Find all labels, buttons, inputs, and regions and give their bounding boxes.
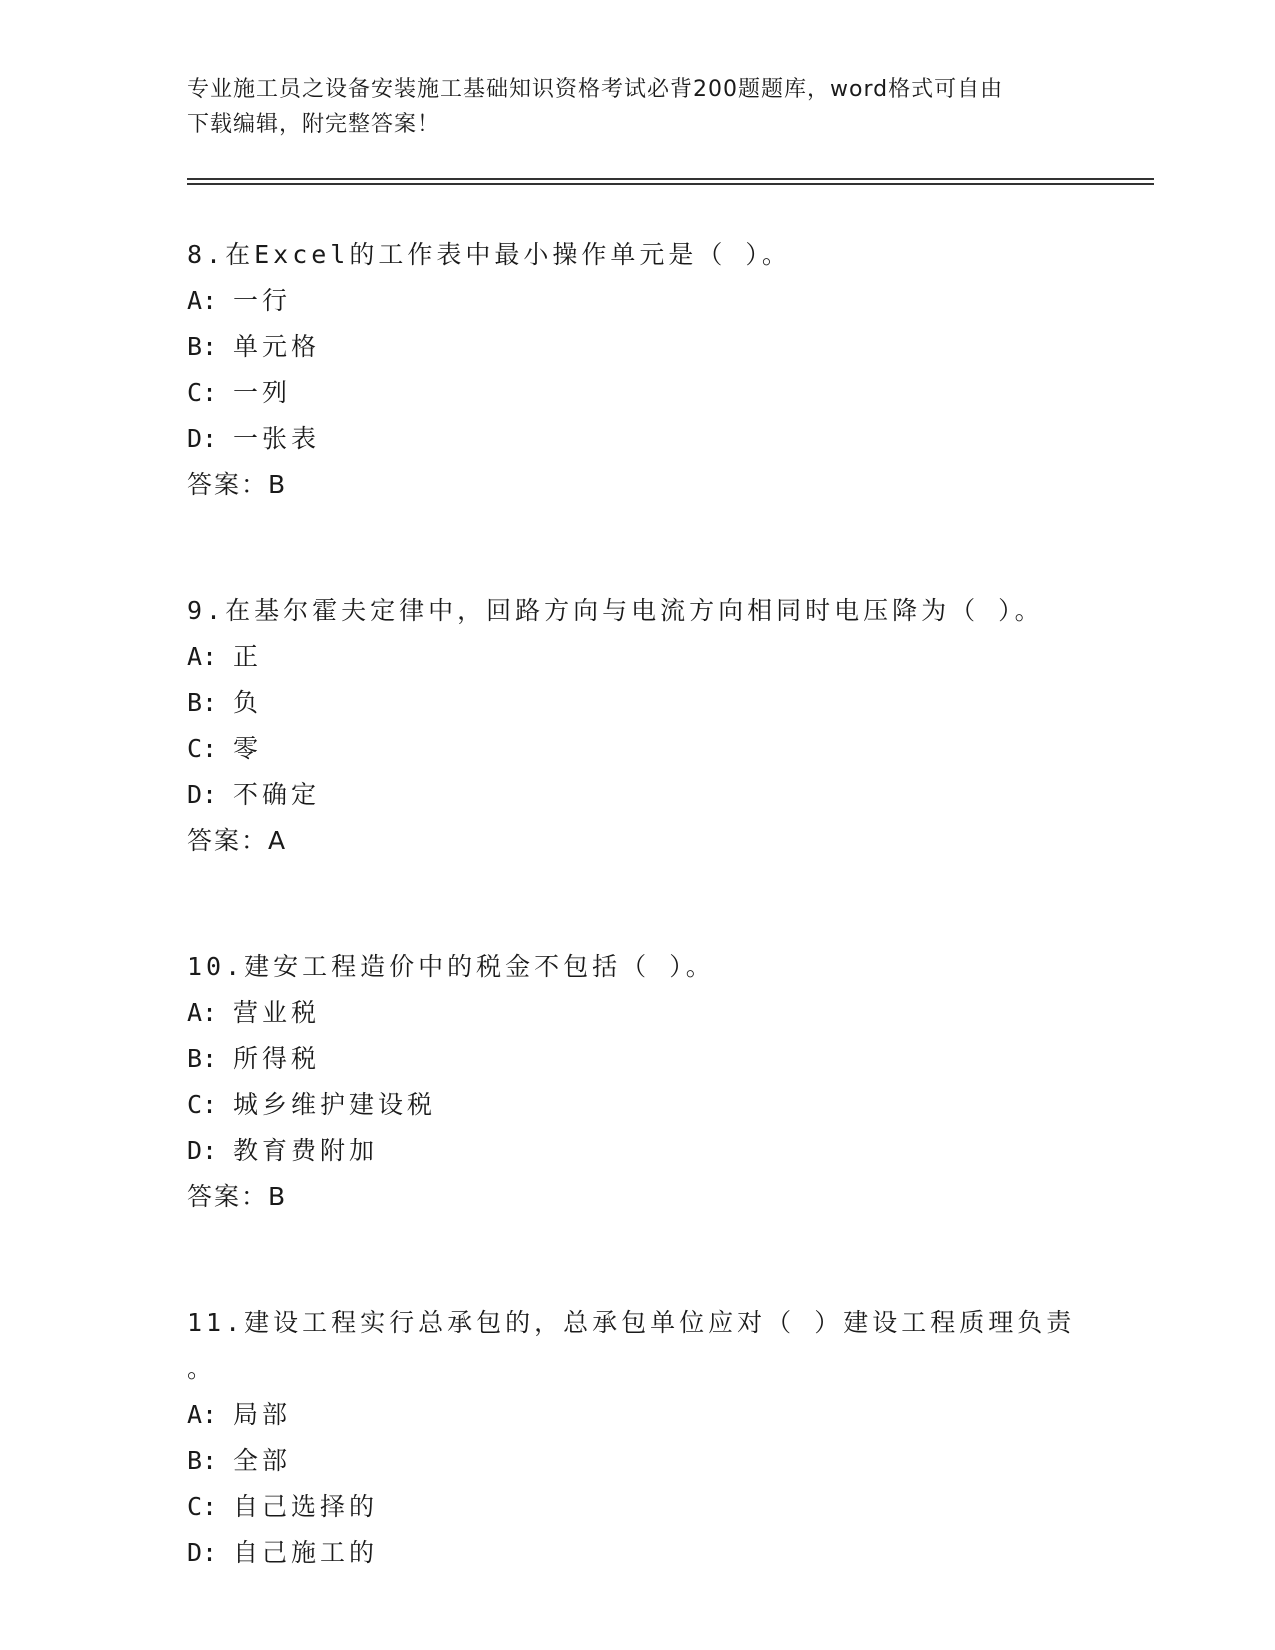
option-b <box>187 324 1147 370</box>
option-text: 一张表 <box>233 424 321 453</box>
option-key: A: <box>187 1400 218 1429</box>
option-key: C: <box>187 378 218 407</box>
option-c <box>187 1082 1147 1128</box>
question-text: 9.在基尔霍夫定律中，回路方向与电流方向相同时电压降为（ ）。 <box>187 596 1044 625</box>
option-key: B: <box>187 688 218 717</box>
option-key: C: <box>187 734 218 763</box>
option-b <box>187 1438 1147 1484</box>
option-d <box>187 1128 1147 1174</box>
question-text-continued: 。 <box>187 1354 217 1383</box>
question-spacer <box>187 864 1147 944</box>
question-text: 11.建设工程实行总承包的，总承包单位应对（ ）建设工程质理负责 <box>187 1308 1076 1337</box>
option-text: 负 <box>233 688 263 717</box>
question-11 <box>187 1300 1147 1576</box>
option-key: A: <box>187 998 218 1027</box>
option-text: 城乡维护建设税 <box>233 1090 437 1119</box>
option-key: B: <box>187 332 218 361</box>
header-rule-bottom <box>187 183 1154 185</box>
option-c <box>187 370 1147 416</box>
header-rule-top <box>187 178 1154 180</box>
option-key: A: <box>187 286 218 315</box>
answer-line: 答案：B <box>187 470 288 499</box>
option-text: 营业税 <box>233 998 321 1027</box>
header-line-2: 下载编辑，附完整答案！ <box>187 112 441 137</box>
option-text: 局部 <box>233 1400 292 1429</box>
option-text: 全部 <box>233 1446 292 1475</box>
option-c <box>187 1484 1147 1530</box>
option-key: C: <box>187 1492 218 1521</box>
option-d <box>187 416 1147 462</box>
question-10 <box>187 944 1147 1220</box>
option-a <box>187 634 1147 680</box>
option-text: 所得税 <box>233 1044 321 1073</box>
answer-line: 答案：A <box>187 826 288 855</box>
question-text: 10.建安工程造价中的税金不包括（ ）。 <box>187 952 715 981</box>
option-key: C: <box>187 1090 218 1119</box>
option-text: 一列 <box>233 378 292 407</box>
option-text: 自己选择的 <box>233 1492 379 1521</box>
option-key: B: <box>187 1446 218 1475</box>
option-text: 零 <box>233 734 263 763</box>
question-8 <box>187 232 1147 508</box>
option-a <box>187 1392 1147 1438</box>
option-text: 正 <box>233 642 263 671</box>
question-spacer <box>187 1220 1147 1300</box>
option-text: 不确定 <box>233 780 321 809</box>
option-text: 一行 <box>233 286 292 315</box>
question-9 <box>187 588 1147 864</box>
option-text: 教育费附加 <box>233 1136 379 1165</box>
document-header <box>187 72 1087 142</box>
option-key: D: <box>187 1538 218 1567</box>
option-b <box>187 680 1147 726</box>
option-key: D: <box>187 1136 218 1165</box>
option-key: B: <box>187 1044 218 1073</box>
header-line-1: 专业施工员之设备安装施工基础知识资格考试必背200题题库，word格式可自由 <box>187 77 1004 102</box>
option-key: D: <box>187 424 218 453</box>
question-spacer <box>187 508 1147 588</box>
option-a <box>187 278 1147 324</box>
question-text: 8.在Excel的工作表中最小操作单元是（ ）。 <box>187 240 791 269</box>
option-key: D: <box>187 780 218 809</box>
question-list <box>187 232 1147 1576</box>
answer-line: 答案：B <box>187 1182 288 1211</box>
option-d <box>187 772 1147 818</box>
option-d <box>187 1530 1147 1576</box>
option-c <box>187 726 1147 772</box>
option-text: 单元格 <box>233 332 321 361</box>
option-b <box>187 1036 1147 1082</box>
option-a <box>187 990 1147 1036</box>
option-text: 自己施工的 <box>233 1538 379 1567</box>
option-key: A: <box>187 642 218 671</box>
